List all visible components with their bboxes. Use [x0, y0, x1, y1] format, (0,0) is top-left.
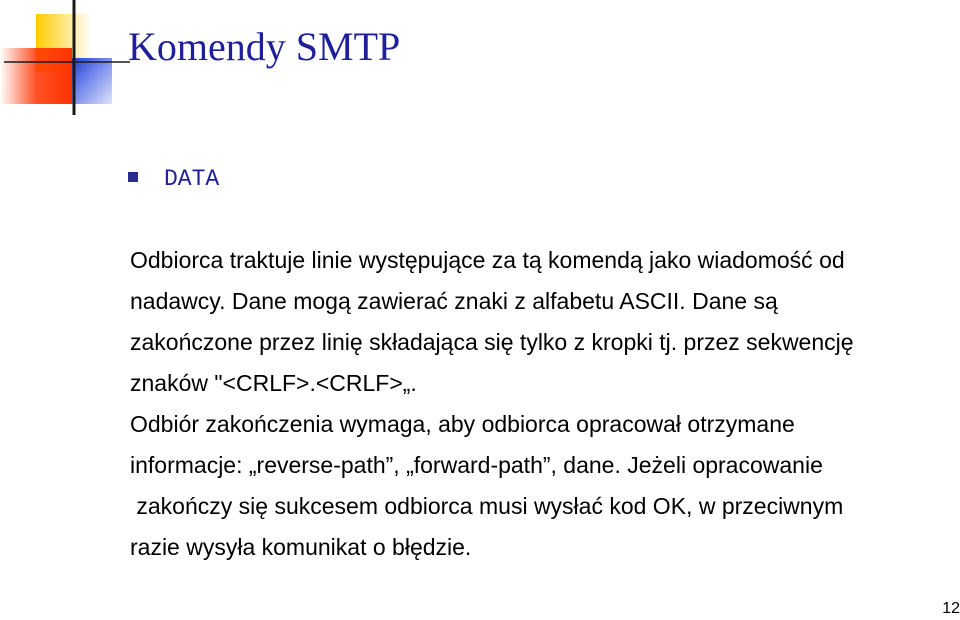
body-line: znaków "<CRLF>.<CRLF>„. — [130, 370, 417, 396]
bullet-label: DATA — [164, 166, 220, 192]
slide-number: 12 — [942, 600, 960, 617]
body-paragraph — [130, 240, 854, 568]
body-line: informacje: „reverse-path”, „forward-path”, dane. Jeżeli opracowanie — [130, 452, 823, 478]
body-line: zakończone przez linię składająca się tylko z kropki tj. przez sekwencję — [130, 329, 854, 355]
logo-blue-square — [72, 58, 112, 104]
body-line: Odbiorca traktuje linie występujące za tą komendą jako wiadomość od — [130, 247, 845, 273]
slide-title: Komendy SMTP — [128, 24, 401, 69]
body-line: Odbiór zakończenia wymaga, aby odbiorca opracował otrzymane — [130, 411, 795, 437]
body-line: razie wysyła komunikat o błędzie. — [130, 534, 472, 560]
body-line: zakończy się sukcesem odbiorca musi wysłać kod OK, w przeciwnym — [130, 493, 844, 519]
body-line: nadawcy. Dane mogą zawierać znaki z alfabetu ASCII. Dane są — [130, 288, 778, 314]
slide-logo — [0, 0, 130, 115]
bullet-item — [128, 164, 219, 194]
square-bullet-icon — [128, 172, 138, 182]
logo-red-square — [0, 48, 72, 104]
